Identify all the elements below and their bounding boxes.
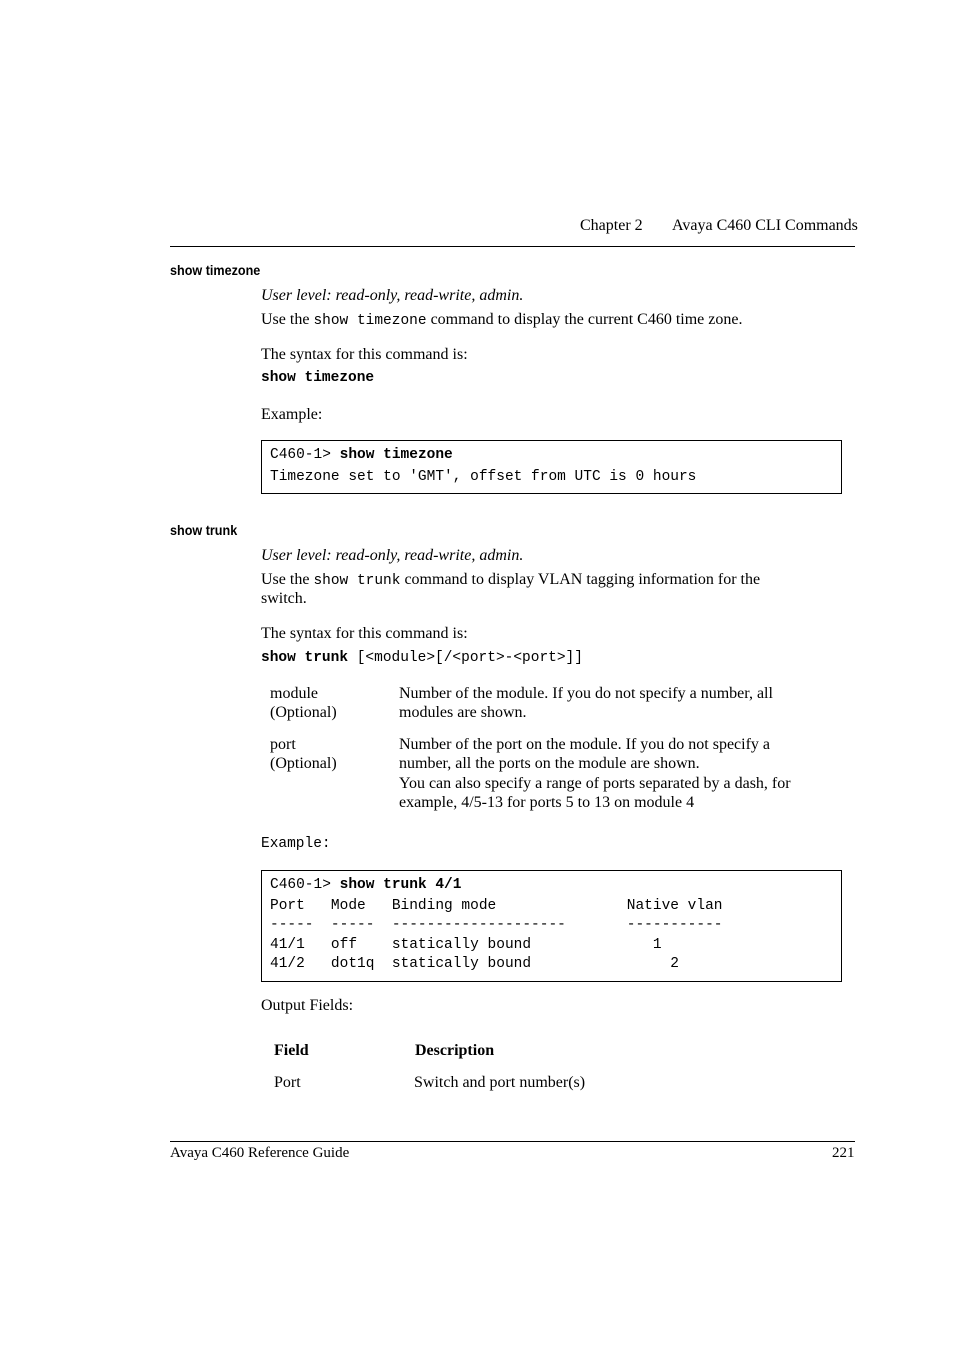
syntax-line (261, 650, 583, 666)
inline-command: show trunk (313, 573, 401, 589)
inline-command: show timezone (313, 313, 427, 329)
footer-page-number: 221 (832, 1145, 855, 1161)
syntax-intro: The syntax for this command is: (261, 346, 468, 363)
syntax-command: show trunk (261, 650, 349, 666)
footer-rule (170, 1141, 855, 1142)
code-command: show timezone (339, 447, 453, 463)
code-prompt: C460-1> (270, 877, 331, 893)
param-desc-line: number, all the ports on the module are shown. (399, 755, 700, 772)
table-cell-field: Port (274, 1074, 301, 1091)
header-title: Avaya C460 CLI Commands (672, 217, 858, 234)
code-line-row: 41/2 dot1q statically bound 2 (270, 956, 679, 972)
param-desc-line: Number of the module. If you do not specify a number, all (399, 685, 773, 702)
footer-guide-title: Avaya C460 Reference Guide (170, 1145, 350, 1161)
description-prefix: Use the (261, 571, 310, 588)
code-line-row: 41/1 off statically bound 1 (270, 937, 662, 953)
section-heading-show-trunk: show trunk (170, 522, 238, 538)
user-level-text: User level: read-only, read-write, admin. (261, 547, 524, 564)
param-desc-line: example, 4/5-13 for ports 5 to 13 on module 4 (399, 794, 695, 811)
param-desc-line: You can also specify a range of ports separated by a dash, for (399, 775, 791, 792)
code-line-command (270, 876, 461, 895)
code-command: show trunk 4/1 (339, 877, 462, 893)
header-chapter: Chapter 2 (580, 217, 643, 234)
syntax-command: show timezone (261, 370, 375, 386)
code-line-separator: ----- ----- -------------------- ----------- (270, 917, 723, 933)
description-text (261, 570, 760, 591)
user-level-text: User level: read-only, read-write, admin. (261, 287, 524, 304)
description-text (261, 310, 742, 331)
table-header-field: Field (274, 1042, 309, 1059)
code-line-header: Port Mode Binding mode Native vlan (270, 898, 723, 914)
description-continued: switch. (261, 590, 307, 607)
syntax-intro: The syntax for this command is: (261, 625, 468, 642)
param-name-port: port (270, 736, 296, 753)
table-header-description: Description (415, 1042, 495, 1059)
syntax-arguments: [<module>[/<port>-<port>]] (356, 650, 583, 666)
code-example-box (261, 870, 842, 982)
param-optional-port: (Optional) (270, 755, 337, 772)
code-line-command (270, 446, 453, 465)
output-fields-label: Output Fields: (261, 997, 354, 1014)
description-suffix: command to display the current C460 time zone. (430, 311, 743, 328)
section-heading-show-timezone: show timezone (170, 262, 261, 278)
code-line-output: Timezone set to 'GMT', offset from UTC is 0 hours (270, 469, 697, 485)
table-cell-description: Switch and port number(s) (414, 1074, 586, 1091)
description-suffix: command to display VLAN tagging information for the (404, 571, 761, 588)
param-optional-module: (Optional) (270, 704, 337, 721)
description-prefix: Use the (261, 311, 310, 328)
param-name-module: module (270, 685, 318, 702)
code-prompt: C460-1> (270, 447, 331, 463)
header-rule (170, 246, 855, 247)
example-label: Example: (261, 836, 331, 852)
example-label: Example: (261, 406, 323, 423)
param-desc-line: modules are shown. (399, 704, 527, 721)
param-desc-line: Number of the port on the module. If you do not specify a (399, 736, 771, 753)
code-example-box (261, 440, 842, 494)
